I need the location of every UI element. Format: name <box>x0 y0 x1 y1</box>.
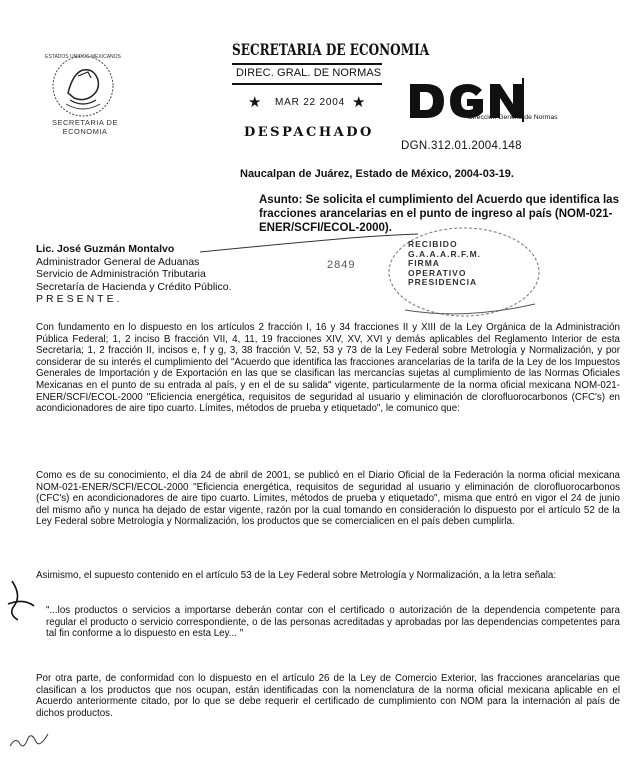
registry-number: 2849 <box>327 259 356 271</box>
signature-icon <box>8 724 54 754</box>
stamp-direccion: DIREC. GRAL. DE NORMAS <box>236 67 382 79</box>
dgn-subtitle: Dirección General de Normas <box>468 114 558 121</box>
paragraph-publication: Como es de su conocimiento, el día 24 de abril de 2001, se publicó en el Diario Oficial de la Federación la norma oficial mexicana NOM-021-ENER/SCFI/ECOL-2000 "Eficiencia energética, requisitos de seguridad al usuario y eliminación de clorofluorocarbonos (CFC's) en acondicionadores de aire tipo cuarto. Límites, métodos de prueba y etiquetado", misma que entró en vigor el 24 de junio del mismo año y nunca ha dejado de estar vigente, razón por la cual tomando en consideración lo dispuesto por el artículo 52 de la Ley Federal sobre Metrología y Normalización, los productos que se comercialicen en el país deben cumplirla. <box>36 470 620 528</box>
star-icon: ★ <box>352 94 366 111</box>
star-icon: ★ <box>248 94 262 111</box>
handwritten-line-icon <box>200 232 420 262</box>
subject: Asunto: Se solicita el cumplimiento del Acuerdo que identifica las fracciones arancelarias en el punto de ingreso al país (NOM-021-ENER/SCFI/ECOL-2000). <box>259 194 619 234</box>
stamp-despachado: DESPACHADO <box>244 125 374 140</box>
reference-number: DGN.312.01.2004.148 <box>401 140 522 152</box>
recipient-title: Administrador General de Aduanas <box>36 255 200 268</box>
seal-caption: SECRETARIA DE ECONOMIA <box>52 118 118 136</box>
presente: PRESENTE. <box>36 293 123 306</box>
recipient-name: Lic. José Guzmán Montalvo <box>36 243 175 255</box>
stamp-secretaria: SECRETARIA DE ECONOMIA <box>232 40 430 59</box>
received-stamp-text: RECIBIDO G.A.A.A.R.F.M. FIRMA OPERATIVO PRESIDENCIA <box>408 239 482 287</box>
place-date: Naucalpan de Juárez, Estado de México, 2004-03-19. <box>240 168 514 180</box>
svg-text:ESTADOS UNIDOS MEXICANOS: ESTADOS UNIDOS MEXICANOS <box>45 54 121 60</box>
stamp-divider <box>232 63 382 65</box>
recipient-ministry: Secretaría de Hacienda y Crédito Público. <box>36 280 232 293</box>
quote-article-53: "...los productos o servicios a importarse deberán contar con el certificado o autorización de la dependencia competente para regular el producto o servicio correspondiente, o de las personas acreditadas y aprobadas por las dependencias competentes para tal fin conforme a lo dispuesto en esta Ley... " <box>46 605 620 640</box>
paragraph-commerce-law: Por otra parte, de conformidad con lo dispuesto en el artículo 26 de la Ley de Comercio Exterior, las fracciones arancelarias que clasifican a los productos que nos ocupan, están identificadas con la nomenclatura de la norma oficial mexicana aplicable en el Acuerdo anteriormente citado, por lo que se debe requerir el certificado de cumplimiento con NOM para la internación al país de dichos productos. <box>36 673 620 719</box>
recipient-organization: Servicio de Administración Tributaria <box>36 268 206 281</box>
stamp-divider <box>232 83 382 85</box>
stamp-date: MAR 22 2004 <box>275 97 345 108</box>
handwritten-mark-icon <box>4 576 44 626</box>
paragraph-legal-basis: Con fundamento en lo dispuesto en los artículos 2 fracción I, 16 y 34 fracciones II y XIII de la Ley Orgánica de la Administración Pública Federal; 1, 2 inciso B fracción VII, 4, 11, 19 fracciones XIV, XV, XVI y demás aplicables del Reglamento Interior de esta Secretaría; 1, 2 fracción II, incisos e, f y g, 3, 38 fracción V, 52, 53 y 73 de la Ley Federal sobre Metrología y Normalización, y por considerar de su interés el cumplimiento del "Acuerdo que identifica las fracciones arancelarias de la tarifa de la Ley de los Impuestos Generales de Importación y de Exportación en las que se clasifican las mercancías sujetas al cumplimiento de las Normas Oficiales Mexicanas en el punto de su entrada al país, y en el de su salida" vigente, particularmente de la norma oficial mexicana NOM-021-ENER/SCFI/ECOL-2000 "Eficiencia energética, requisitos de seguridad al usuario y eliminación de clorofluorocarbonos (CFC's) en acondicionadores de aire tipo cuarto. Límites, métodos de prueba y etiquetado", le comunico que: <box>36 322 620 415</box>
paragraph-article-53: Asimismo, el supuesto contenido en el artículo 53 de la Ley Federal sobre Metrología y Normalización, a la letra señala: <box>36 570 557 581</box>
